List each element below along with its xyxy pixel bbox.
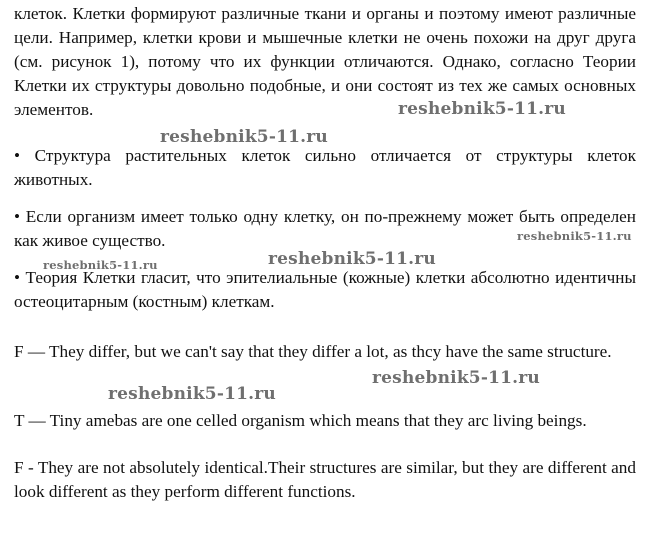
bullet-paragraph: • Структура растительных клеток сильно отличается от структуры клеток животных. bbox=[14, 146, 636, 189]
bullet-paragraph: • Теория Клетки гласит, что эпителиальные (кожные) клетки абсолютно идентичны остеоцитарным (костным) клеткам. bbox=[14, 268, 636, 311]
answer-paragraph: F — They differ, but we can't say that they differ a lot, as thcy have the same structure. bbox=[14, 342, 612, 361]
watermark: reshebnik5-11.ru bbox=[268, 249, 436, 269]
watermark: reshebnik5-11.ru bbox=[398, 99, 566, 119]
watermark: reshebnik5-11.ru bbox=[517, 229, 632, 243]
intro-paragraph: клеток. Клетки формируют различные ткани и органы и поэтому имеют различные цели. Например, клетки крови и мышечные клетки не очень похожи на друг друга (см. рисунок 1), потому что их функции отличаются. Однако, согласно Теории Клетки их структуры довольно подобные, и они состоят из тех же самых основных элементов. bbox=[14, 4, 636, 119]
bullet-paragraph: • Если организм имеет только одну клетку, он по-прежнему может быть определен как живое существо. bbox=[14, 207, 636, 250]
watermark: reshebnik5-11.ru bbox=[108, 384, 276, 404]
watermark: reshebnik5-11.ru bbox=[372, 368, 540, 388]
answer-paragraph: F - They are not absolutely identical.Their structures are similar, but they are different and look different as they perform different functions. bbox=[14, 458, 636, 501]
watermark: reshebnik5-11.ru bbox=[43, 258, 158, 272]
answer-paragraph: T — Tiny amebas are one celled organism which means that they arc living beings. bbox=[14, 411, 587, 430]
watermark: reshebnik5-11.ru bbox=[160, 127, 328, 147]
